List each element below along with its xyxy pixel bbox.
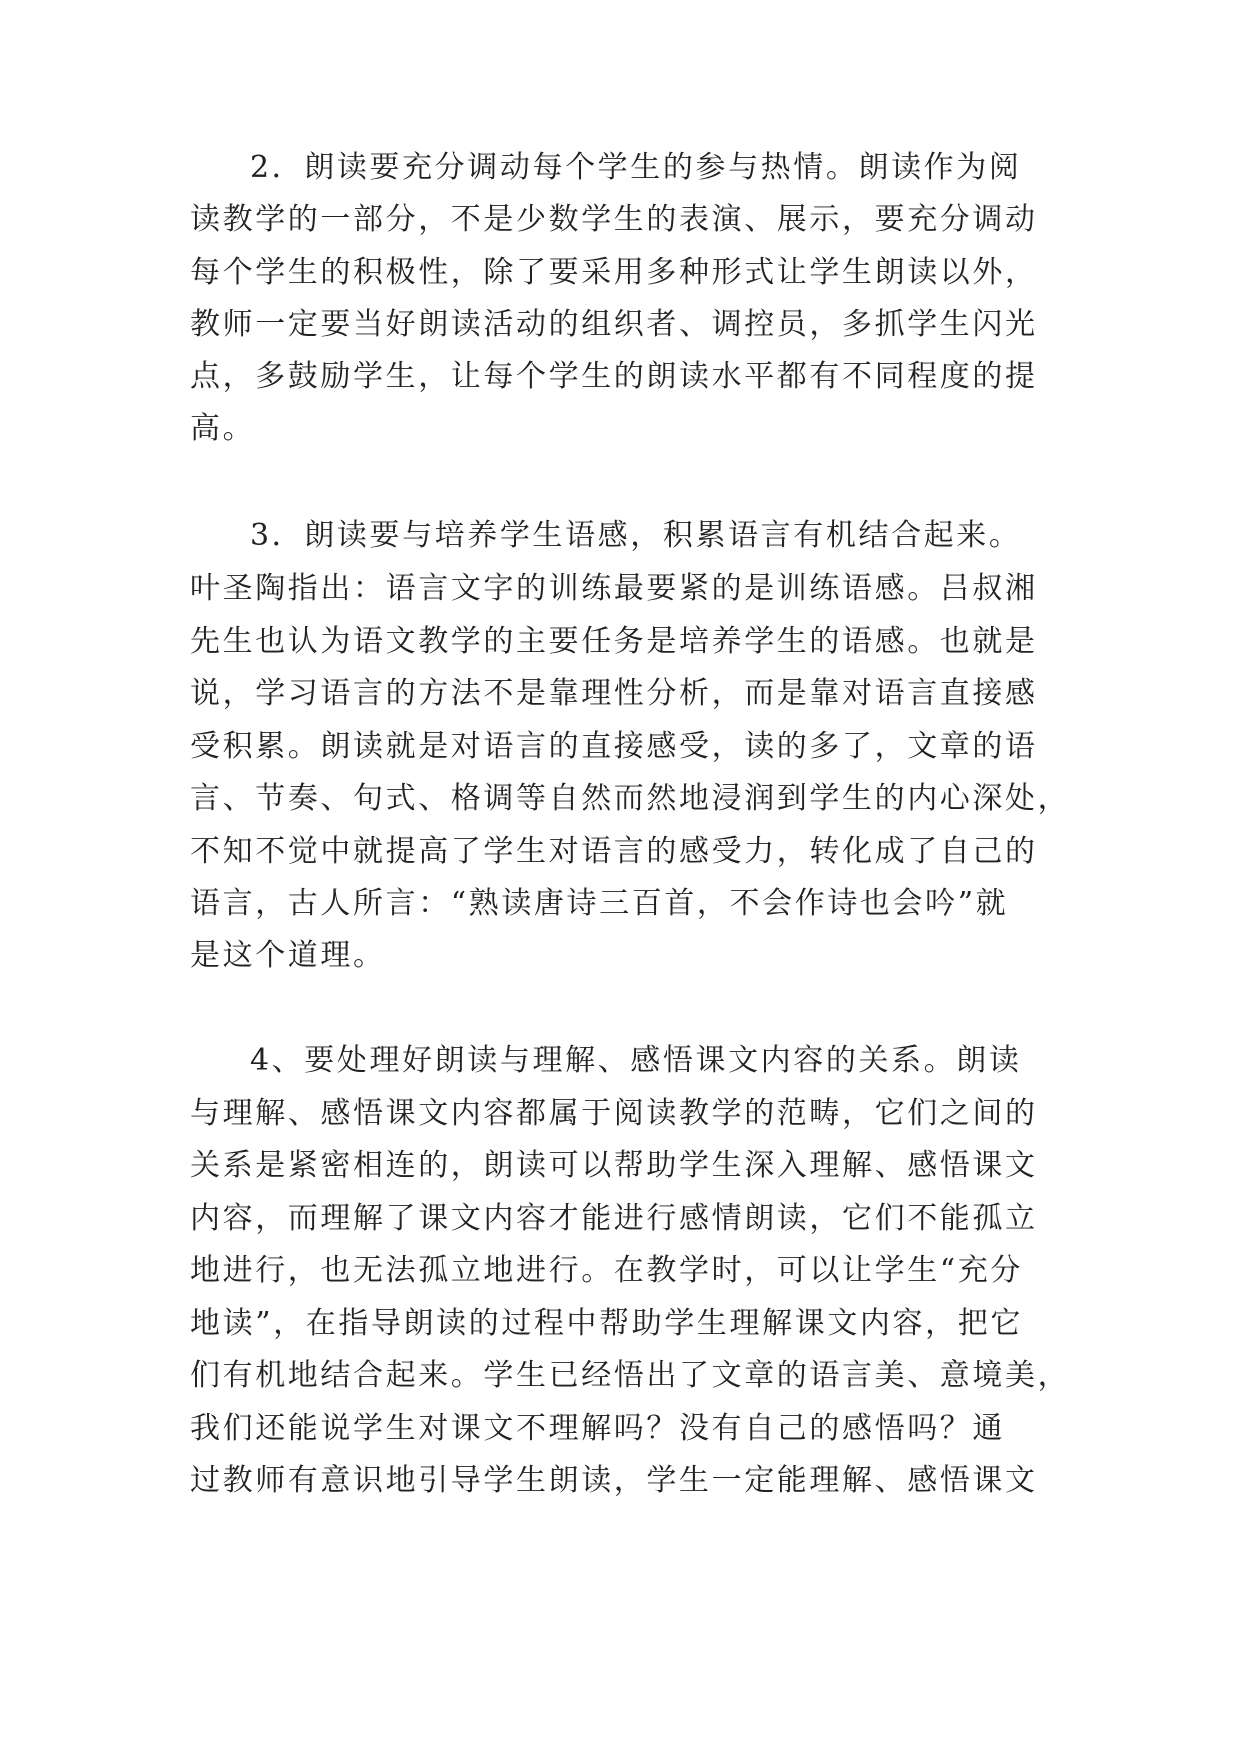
paragraph-3-line-1: 4、要处理好朗读与理解、感悟课文内容的关系。朗读 [250,1043,1022,1078]
paragraph-1-line-5: 点，多鼓励学生，让每个学生的朗读水平都有不同程度的提 [190,359,1038,394]
paragraph-2-line-5: 受积累。朗读就是对语言的直接感受，读的多了，文章的语 [190,729,1038,764]
paragraph-3-line-4: 内容，而理解了课文内容才能进行感情朗读，它们不能孤立 [190,1201,1038,1236]
paragraph-1-line-4: 教师一定要当好朗读活动的组织者、调控员，多抓学生闪光 [190,307,1038,342]
paragraph-2-line-9: 是这个道理。 [190,938,386,973]
paragraph-3-line-6: 地读”，在指导朗读的过程中帮助学生理解课文内容，把它 [190,1306,1023,1341]
paragraph-1-line-6: 高。 [190,411,256,446]
paragraph-2-line-6: 言、节奏、句式、格调等自然而然地浸润到学生的内心深处， [190,781,1071,816]
paragraph-1-line-1: 2．朗读要充分调动每个学生的参与热情。朗读作为阅 [250,150,1022,185]
paragraph-2-line-3: 先生也认为语文教学的主要任务是培养学生的语感。也就是 [190,624,1038,659]
paragraph-3-line-8: 我们还能说学生对课文不理解吗？没有自己的感悟吗？通 [190,1411,1005,1446]
paragraph-2-line-2: 叶圣陶指出：语言文字的训练最要紧的是训练语感。吕叔湘 [190,571,1038,606]
paragraph-2-line-1: 3．朗读要与培养学生语感，积累语言有机结合起来。 [250,518,1022,553]
paragraph-1-line-2: 读教学的一部分，不是少数学生的表演、展示，要充分调动 [190,202,1038,237]
paragraph-3-line-5: 地进行，也无法孤立地进行。在教学时，可以让学生“充分 [190,1253,1023,1288]
paragraph-3-line-2: 与理解、感悟课文内容都属于阅读教学的范畴，它们之间的 [190,1096,1038,1131]
paragraph-2-line-4: 说，学习语言的方法不是靠理性分析，而是靠对语言直接感 [190,676,1038,711]
paragraph-2-line-8: 语言，古人所言：“熟读唐诗三百首，不会作诗也会吟”就 [190,886,1009,921]
paragraph-3-line-9: 过教师有意识地引导学生朗读，学生一定能理解、感悟课文 [190,1463,1038,1498]
paragraph-3-line-3: 关系是紧密相连的，朗读可以帮助学生深入理解、感悟课文 [190,1148,1038,1183]
paragraph-3-line-7: 们有机地结合起来。学生已经悟出了文章的语言美、意境美， [190,1358,1071,1393]
paragraph-2-line-7: 不知不觉中就提高了学生对语言的感受力，转化成了自己的 [190,834,1038,869]
paragraph-1-line-3: 每个学生的积极性，除了要采用多种形式让学生朗读以外， [190,255,1038,290]
